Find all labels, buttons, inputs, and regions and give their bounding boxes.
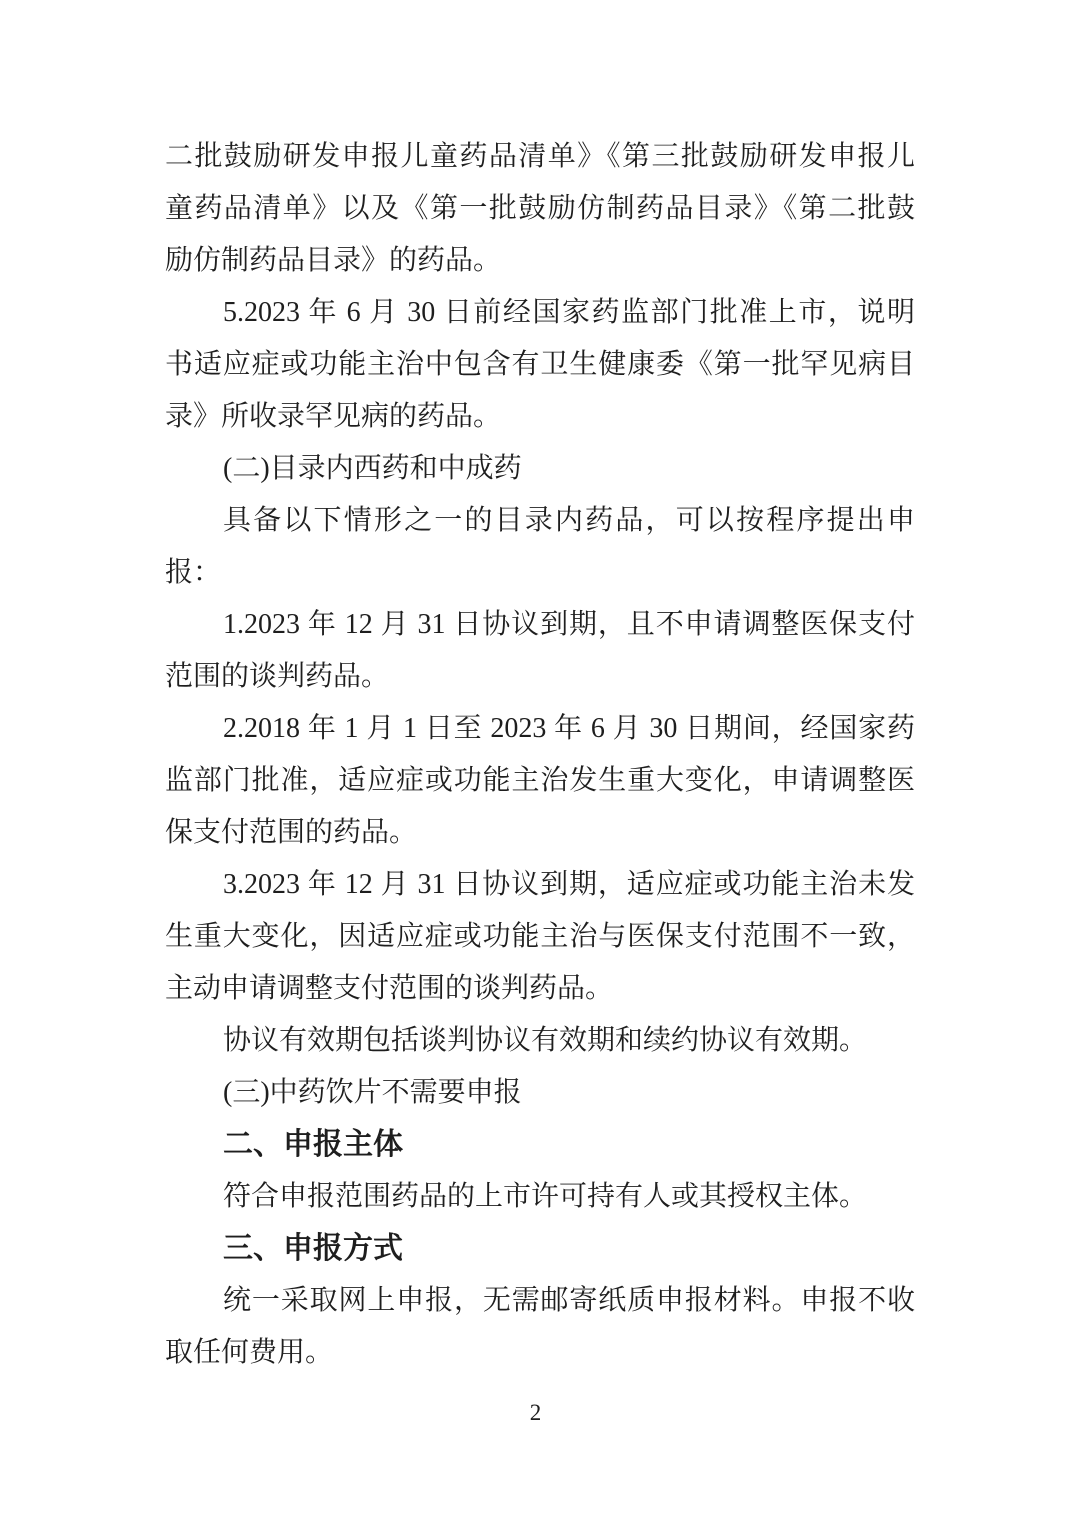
text-line: 生重大变化，因适应症或功能主治与医保支付范围不一致， — [165, 921, 915, 952]
text-line: 童药品清单》以及《第一批鼓励仿制药品目录》《第二批鼓 — [165, 193, 915, 224]
text-line: 书适应症或功能主治中包含有卫生健康委《第一批罕见病目 — [165, 349, 915, 380]
text-line: 二批鼓励研发申报儿童药品清单》《第三批鼓励研发申报儿 — [165, 141, 915, 172]
text-line: 主动申请调整支付范围的谈判药品。 — [165, 973, 614, 1004]
text-line: 报： — [165, 557, 222, 588]
text-line: 统一采取网上申报，无需邮寄纸质申报材料。申报不收 — [223, 1285, 915, 1316]
text-line: 监部门批准，适应症或功能主治发生重大变化，申请调整医 — [165, 765, 915, 796]
text-line: (三)中药饮片不需要申报 — [223, 1077, 522, 1108]
text-line: 协议有效期包括谈判协议有效期和续约协议有效期。 — [223, 1025, 868, 1056]
text-line: 2.2018 年 1 月 1 日至 2023 年 6 月 30 日期间，经国家药 — [223, 713, 915, 744]
text-line: 取任何费用。 — [165, 1337, 334, 1368]
text-line: 3.2023 年 12 月 31 日协议到期，适应症或功能主治未发 — [223, 869, 915, 900]
text-line: 范围的谈判药品。 — [165, 661, 390, 692]
text-line: 保支付范围的药品。 — [165, 817, 418, 848]
section-heading: 三、申报方式 — [223, 1232, 403, 1265]
text-line: 1.2023 年 12 月 31 日协议到期，且不申请调整医保支付 — [223, 609, 915, 640]
document-body — [165, 131, 915, 1379]
text-line: 具备以下情形之一的目录内药品，可以按程序提出申 — [223, 505, 915, 536]
page-number: 2 — [529, 1400, 542, 1425]
text-line: (二)目录内西药和中成药 — [223, 453, 522, 484]
section-heading: 二、申报主体 — [223, 1128, 403, 1161]
text-line: 励仿制药品目录》的药品。 — [165, 245, 502, 276]
text-line: 符合申报范围药品的上市许可持有人或其授权主体。 — [223, 1181, 868, 1212]
text-line: 录》所收录罕见病的药品。 — [165, 401, 502, 432]
text-line: 5.2023 年 6 月 30 日前经国家药监部门批准上市，说明 — [223, 297, 915, 328]
